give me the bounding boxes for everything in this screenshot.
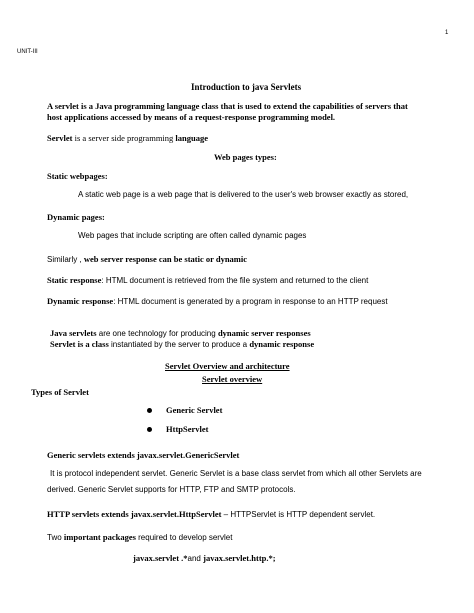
package-servlet-http: javax.servlet.http.*; — [203, 553, 276, 563]
types-heading: Types of Servlet — [31, 387, 89, 397]
static-response-line — [47, 275, 368, 285]
servlet-term: Servlet — [47, 133, 73, 143]
document-title: Introduction to java Servlets — [191, 82, 302, 92]
packages-post: required to develop servlet — [135, 533, 233, 542]
generic-servlet-para-1: It is protocol independent servlet. Generic Servlet is a base class servlet from which all other Servlets are — [50, 469, 422, 478]
similarly-bold: web server response can be static or dynamic — [83, 254, 248, 264]
packages-names-line — [133, 553, 276, 563]
java-servlets-text: are one technology for producing — [96, 329, 218, 338]
static-webpages-heading: Static webpages: — [47, 171, 108, 181]
packages-mid: and — [187, 554, 204, 563]
java-servlets-bold: dynamic server responses — [217, 328, 311, 338]
types-list-item — [147, 405, 222, 415]
servlet-class-text: instantiated by the server to produce a — [108, 340, 250, 349]
similarly-line — [47, 254, 247, 264]
bullet-icon — [147, 408, 152, 413]
static-response-text: : HTML document is retrieved from the file system and returned to the client — [101, 276, 369, 285]
unit-label: UNIT-III — [17, 49, 38, 55]
types-list-item — [147, 424, 209, 434]
types-list-label: Generic Servlet — [166, 405, 223, 415]
bullet-icon — [147, 427, 152, 432]
packages-line — [47, 532, 232, 542]
servlet-class-term: Servlet is a class — [50, 339, 109, 349]
java-servlets-line — [50, 328, 311, 338]
generic-servlet-heading: Generic servlets extends javax.servlet.GenericServlet — [47, 450, 240, 460]
overview-heading: Servlet Overview and architecture — [165, 361, 290, 371]
servlet-class-bold: dynamic response — [249, 339, 315, 349]
web-pages-heading: Web pages types: — [214, 152, 277, 162]
servlet-definition — [47, 133, 208, 143]
page-number: 1 — [445, 30, 449, 36]
http-servlet-text: – HTTPServlet is HTTP dependent servlet. — [221, 510, 376, 519]
intro-line-1: A servlet is a Java programming language class that is used to extend the capabilities of servers that — [47, 101, 408, 111]
dynamic-response-text: : HTML document is generated by a program in response to an HTTP request — [113, 297, 388, 306]
overview-subheading: Servlet overview — [202, 374, 263, 384]
static-webpages-text: A static web page is a web page that is delivered to the user's web browser exactly as stored, — [78, 190, 409, 199]
types-list-label: HttpServlet — [166, 424, 209, 434]
similarly-prefix: Similarly , — [47, 255, 84, 264]
packages-pre: Two — [47, 533, 64, 542]
http-servlet-bold: HTTP servlets extends javax.servlet.HttpServlet — [47, 509, 222, 519]
servlet-def-keyword: language — [175, 133, 209, 143]
package-servlet: javax.servlet .* — [133, 553, 188, 563]
dynamic-response-line — [47, 296, 388, 306]
dynamic-response-term: Dynamic response — [47, 296, 114, 306]
packages-bold: important packages — [63, 532, 136, 542]
java-servlets-term: Java servlets — [50, 328, 97, 338]
servlet-def-text: is a server side programming — [72, 133, 176, 143]
dynamic-pages-text: Web pages that include scripting are often called dynamic pages — [78, 231, 307, 240]
generic-servlet-para-2: derived. Generic Servlet supports for HTTP, FTP and SMTP protocols. — [47, 485, 296, 494]
intro-line-2: host applications accessed by means of a request-response programming model. — [47, 112, 336, 122]
static-response-term: Static response — [47, 275, 102, 285]
dynamic-pages-heading: Dynamic pages: — [47, 212, 105, 222]
servlet-class-line — [50, 339, 314, 349]
http-servlet-line — [47, 509, 375, 519]
